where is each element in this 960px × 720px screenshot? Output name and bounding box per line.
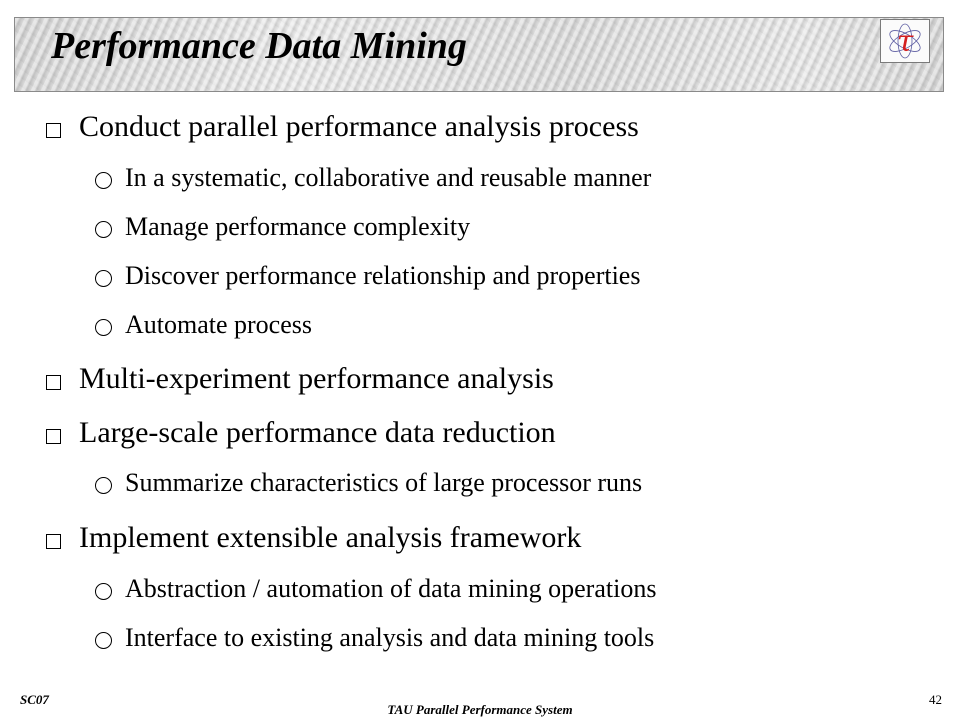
page-number: 42 bbox=[929, 692, 942, 707]
square-bullet-icon bbox=[46, 123, 61, 138]
circle-bullet-icon bbox=[95, 477, 112, 494]
bullet-text: In a systematic, collaborative and reusable manner bbox=[125, 163, 652, 192]
bullet-text: Conduct parallel performance analysis process bbox=[79, 110, 639, 143]
square-bullet-icon bbox=[46, 534, 61, 549]
bullet-text: Multi-experiment performance analysis bbox=[79, 362, 554, 395]
bullet-text: Automate process bbox=[125, 310, 313, 339]
circle-bullet-icon bbox=[95, 221, 112, 238]
footer-title: TAU Parallel Performance System bbox=[387, 702, 573, 717]
square-bullet-icon bbox=[46, 429, 61, 444]
circle-bullet-icon bbox=[95, 172, 112, 189]
svg-text:τ: τ bbox=[896, 24, 914, 59]
bullet-text: Abstraction / automation of data mining operations bbox=[125, 574, 657, 603]
bullet-text: Discover performance relationship and properties bbox=[125, 261, 641, 290]
circle-bullet-icon bbox=[95, 270, 112, 287]
bullet-text: Summarize characteristics of large processor runs bbox=[125, 468, 643, 497]
circle-bullet-icon bbox=[95, 583, 112, 600]
bullet-text: Implement extensible analysis framework bbox=[79, 521, 582, 554]
square-bullet-icon bbox=[46, 375, 61, 390]
bullet-text: Large-scale performance data reduction bbox=[79, 416, 556, 449]
slide-title: Performance Data Mining bbox=[51, 25, 467, 67]
circle-bullet-icon bbox=[95, 632, 112, 649]
bullet-text: Manage performance complexity bbox=[125, 212, 471, 241]
circle-bullet-icon bbox=[95, 319, 112, 336]
footer-event: SC07 bbox=[20, 692, 49, 707]
bullet-text: Interface to existing analysis and data mining tools bbox=[125, 623, 655, 652]
